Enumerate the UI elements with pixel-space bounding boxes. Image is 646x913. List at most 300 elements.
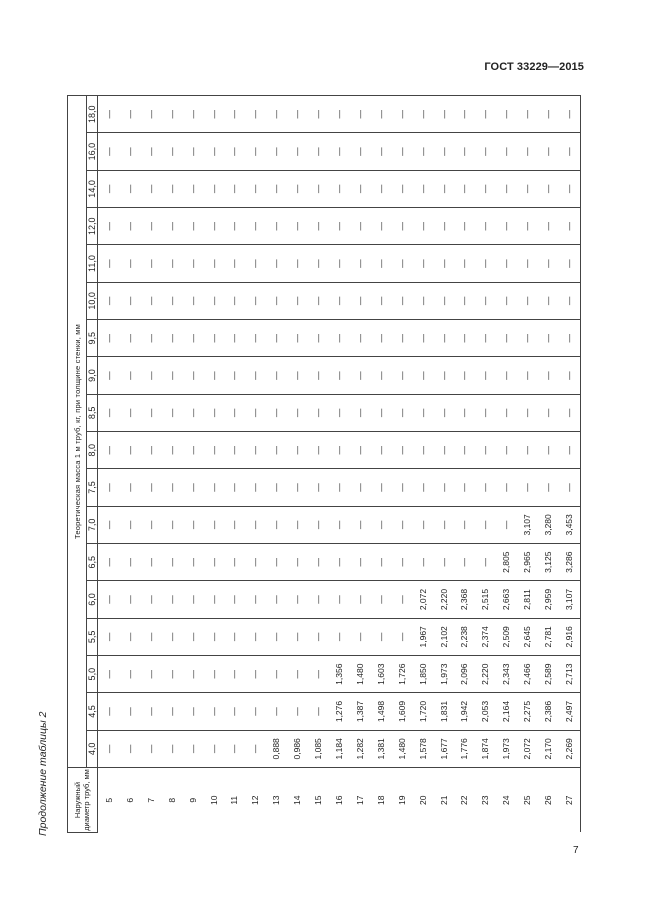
mass-value-cell: — — [475, 320, 496, 357]
wall-thickness-header: 9,5 — [87, 320, 98, 357]
mass-value-cell: — — [517, 320, 538, 357]
mass-value-cell: — — [119, 133, 140, 170]
table-row — [245, 96, 266, 833]
mass-value-cell: 1,609 — [391, 693, 412, 730]
mass-value-cell: — — [140, 730, 161, 767]
mass-value-cell: — — [182, 282, 203, 319]
mass-value-cell: — — [266, 581, 287, 618]
mass-value-cell: — — [349, 96, 370, 133]
mass-value-cell: — — [370, 133, 391, 170]
mass-value-cell: — — [349, 320, 370, 357]
mass-value-cell: — — [308, 208, 329, 245]
mass-value-cell: 1,387 — [349, 693, 370, 730]
mass-value-cell: — — [370, 581, 391, 618]
mass-value-cell: — — [287, 544, 308, 581]
mass-value-cell: — — [538, 432, 559, 469]
mass-value-cell: — — [433, 170, 454, 207]
outer-diameter-cell: 18 — [370, 768, 391, 833]
table-row — [370, 96, 391, 833]
mass-value-cell: — — [161, 693, 182, 730]
mass-value-cell: — — [329, 544, 350, 581]
mass-value-cell: — — [308, 506, 329, 543]
mass-value-cell: — — [266, 618, 287, 655]
mass-value-cell: — — [287, 282, 308, 319]
mass-value-cell: — — [454, 357, 475, 394]
outer-diameter-cell: 8 — [161, 768, 182, 833]
mass-value-cell: — — [245, 656, 266, 693]
mass-value-cell: — — [370, 432, 391, 469]
mass-value-cell: 2,220 — [433, 581, 454, 618]
mass-value-cell: — — [558, 133, 580, 170]
mass-value-cell: — — [454, 320, 475, 357]
mass-value-cell: — — [496, 394, 517, 431]
mass-value-cell: — — [496, 208, 517, 245]
mass-value-cell: — — [245, 730, 266, 767]
mass-value-cell: — — [558, 170, 580, 207]
mass-value-cell: — — [287, 469, 308, 506]
mass-value-cell: — — [287, 357, 308, 394]
mass-value-cell: — — [224, 170, 245, 207]
mass-value-cell: — — [224, 581, 245, 618]
mass-value-cell: 1,720 — [412, 693, 433, 730]
mass-value-cell: 1,282 — [349, 730, 370, 767]
mass-value-cell: — — [329, 581, 350, 618]
mass-value-cell: — — [349, 618, 370, 655]
mass-value-cell: 2,965 — [517, 544, 538, 581]
wall-thickness-header: 7,5 — [87, 469, 98, 506]
mass-value-cell: — — [161, 544, 182, 581]
mass-value-cell: — — [224, 96, 245, 133]
mass-value-cell: — — [349, 282, 370, 319]
outer-diameter-header: Наружный диаметр труб, мм — [68, 768, 98, 833]
mass-value-cell: — — [391, 357, 412, 394]
mass-value-cell: — — [329, 618, 350, 655]
mass-value-cell: — — [308, 469, 329, 506]
mass-value-cell: — — [308, 357, 329, 394]
table-row — [496, 96, 517, 833]
mass-value-cell: — — [433, 96, 454, 133]
mass-value-cell: — — [391, 320, 412, 357]
mass-value-cell: 1,498 — [370, 693, 391, 730]
mass-value-cell: — — [308, 618, 329, 655]
table-row — [391, 96, 412, 833]
mass-value-cell: — — [98, 544, 120, 581]
mass-value-cell: 2,497 — [558, 693, 580, 730]
mass-value-cell: — — [203, 730, 224, 767]
wall-thickness-header: 6,5 — [87, 544, 98, 581]
mass-value-cell: — — [119, 730, 140, 767]
mass-value-cell: 3,286 — [558, 544, 580, 581]
mass-value-cell: 1,480 — [391, 730, 412, 767]
mass-value-cell: — — [266, 656, 287, 693]
outer-diameter-cell: 26 — [538, 768, 559, 833]
mass-value-cell: — — [349, 432, 370, 469]
mass-value-cell: 3,107 — [517, 506, 538, 543]
mass-value-cell: — — [329, 133, 350, 170]
mass-value-cell: 2,164 — [496, 693, 517, 730]
mass-value-cell: — — [454, 96, 475, 133]
mass-value-cell: — — [203, 320, 224, 357]
table-row — [287, 96, 308, 833]
mass-value-cell: 2,374 — [475, 618, 496, 655]
mass-value-cell: — — [182, 357, 203, 394]
mass-value-cell: 2,781 — [538, 618, 559, 655]
mass-value-cell: — — [161, 170, 182, 207]
mass-value-cell: — — [517, 208, 538, 245]
mass-value-cell: — — [266, 170, 287, 207]
mass-value-cell: — — [182, 469, 203, 506]
mass-value-cell: — — [349, 208, 370, 245]
table-row — [140, 96, 161, 833]
mass-value-cell: — — [308, 693, 329, 730]
mass-value-cell: — — [329, 245, 350, 282]
mass-group-header: Теоретическая масса 1 м труб, кг, при толщине стенки, мм — [68, 96, 87, 768]
mass-value-cell: — — [517, 432, 538, 469]
mass-value-cell: — — [329, 282, 350, 319]
table-row — [161, 96, 182, 833]
mass-value-cell: — — [203, 581, 224, 618]
mass-value-cell: — — [496, 357, 517, 394]
mass-value-cell: — — [98, 469, 120, 506]
mass-value-cell: 3,107 — [558, 581, 580, 618]
mass-value-cell: — — [538, 357, 559, 394]
mass-value-cell: — — [161, 656, 182, 693]
mass-value-cell: — — [496, 506, 517, 543]
mass-value-cell: 1,480 — [349, 656, 370, 693]
mass-value-cell: — — [182, 394, 203, 431]
document-standard-number: ГОСТ 33229—2015 — [484, 61, 584, 73]
table-row — [266, 96, 287, 833]
mass-value-cell: — — [308, 133, 329, 170]
mass-value-cell: 1,942 — [454, 693, 475, 730]
mass-value-cell: — — [182, 693, 203, 730]
mass-value-cell: 2,275 — [517, 693, 538, 730]
mass-value-cell: — — [349, 544, 370, 581]
mass-value-cell: — — [391, 618, 412, 655]
wall-thickness-header: 5,0 — [87, 656, 98, 693]
mass-value-cell: — — [329, 506, 350, 543]
wall-thickness-header: 4,0 — [87, 730, 98, 767]
mass-value-cell: — — [287, 656, 308, 693]
mass-value-cell: 2,509 — [496, 618, 517, 655]
mass-value-cell: — — [517, 133, 538, 170]
mass-value-cell: — — [266, 506, 287, 543]
wall-thickness-header: 8,5 — [87, 394, 98, 431]
mass-value-cell: — — [308, 544, 329, 581]
mass-value-cell: — — [245, 469, 266, 506]
mass-value-cell: — — [245, 394, 266, 431]
mass-value-cell: 2,072 — [412, 581, 433, 618]
mass-value-cell: — — [329, 357, 350, 394]
mass-value-cell: — — [370, 618, 391, 655]
wall-thickness-header: 7,0 — [87, 506, 98, 543]
table-row — [538, 96, 559, 833]
mass-value-cell: 2,713 — [558, 656, 580, 693]
mass-value-cell: — — [203, 133, 224, 170]
mass-value-cell: — — [329, 432, 350, 469]
mass-value-cell: — — [391, 581, 412, 618]
mass-value-cell: — — [119, 693, 140, 730]
mass-value-cell: — — [245, 357, 266, 394]
mass-value-cell: — — [349, 394, 370, 431]
mass-value-cell: — — [517, 170, 538, 207]
mass-value-cell: — — [517, 394, 538, 431]
mass-value-cell: — — [412, 357, 433, 394]
wall-thickness-header: 16,0 — [87, 133, 98, 170]
table-row — [454, 96, 475, 833]
outer-diameter-cell: 24 — [496, 768, 517, 833]
mass-value-cell: — — [182, 133, 203, 170]
outer-diameter-cell: 20 — [412, 768, 433, 833]
mass-value-cell: — — [245, 282, 266, 319]
mass-value-cell: — — [98, 133, 120, 170]
mass-value-cell: — — [98, 618, 120, 655]
table-caption: Продолжение таблицы 2 — [37, 711, 49, 836]
mass-value-cell: — — [349, 506, 370, 543]
mass-value-cell: — — [245, 506, 266, 543]
mass-value-cell: — — [538, 245, 559, 282]
mass-value-cell: — — [496, 432, 517, 469]
mass-value-cell: — — [140, 320, 161, 357]
mass-value-cell: — — [98, 245, 120, 282]
mass-value-cell: — — [329, 170, 350, 207]
mass-value-cell: 1,356 — [329, 656, 350, 693]
mass-value-cell: — — [538, 282, 559, 319]
mass-value-cell: — — [182, 245, 203, 282]
mass-value-cell: 0,888 — [266, 730, 287, 767]
mass-value-cell: — — [224, 656, 245, 693]
mass-value-cell: 2,811 — [517, 581, 538, 618]
mass-value-cell: — — [182, 432, 203, 469]
mass-value-cell: 2,096 — [454, 656, 475, 693]
mass-value-cell: 2,589 — [538, 656, 559, 693]
mass-value-cell: — — [161, 245, 182, 282]
mass-value-cell: — — [558, 432, 580, 469]
mass-value-cell: — — [454, 133, 475, 170]
mass-value-cell: — — [308, 656, 329, 693]
mass-value-cell: 1,967 — [412, 618, 433, 655]
mass-value-cell: — — [140, 506, 161, 543]
mass-value-cell: — — [558, 208, 580, 245]
mass-value-cell: — — [98, 656, 120, 693]
mass-value-cell: — — [161, 320, 182, 357]
mass-value-cell: — — [370, 357, 391, 394]
mass-value-cell: — — [517, 96, 538, 133]
mass-value-cell: — — [140, 282, 161, 319]
mass-value-cell: — — [161, 469, 182, 506]
outer-diameter-cell: 11 — [224, 768, 245, 833]
mass-value-cell: — — [454, 282, 475, 319]
mass-value-cell: — — [433, 320, 454, 357]
mass-value-cell: — — [454, 506, 475, 543]
mass-value-cell: — — [98, 208, 120, 245]
table-row — [308, 96, 329, 833]
mass-value-cell: — — [496, 170, 517, 207]
outer-diameter-cell: 9 — [182, 768, 203, 833]
mass-value-cell: — — [245, 693, 266, 730]
mass-value-cell: — — [496, 282, 517, 319]
mass-value-cell: — — [454, 394, 475, 431]
mass-value-cell: — — [412, 432, 433, 469]
table-row — [224, 96, 245, 833]
mass-value-cell: — — [203, 170, 224, 207]
outer-diameter-cell: 13 — [266, 768, 287, 833]
mass-value-cell: — — [391, 96, 412, 133]
mass-value-cell: — — [98, 730, 120, 767]
mass-value-cell: — — [203, 208, 224, 245]
mass-value-cell: 3,280 — [538, 506, 559, 543]
mass-value-cell: — — [558, 96, 580, 133]
mass-value-cell: — — [412, 320, 433, 357]
mass-value-cell: — — [412, 282, 433, 319]
mass-value-cell: — — [287, 96, 308, 133]
mass-value-cell: 2,645 — [517, 618, 538, 655]
mass-value-cell: — — [140, 469, 161, 506]
mass-value-cell: — — [496, 133, 517, 170]
outer-diameter-cell: 7 — [140, 768, 161, 833]
mass-value-cell: — — [433, 282, 454, 319]
outer-diameter-cell: 14 — [287, 768, 308, 833]
outer-diameter-cell: 5 — [98, 768, 120, 833]
mass-value-cell: — — [538, 170, 559, 207]
outer-diameter-cell: 12 — [245, 768, 266, 833]
mass-value-cell: — — [308, 320, 329, 357]
mass-value-cell: — — [224, 320, 245, 357]
mass-value-cell: — — [475, 245, 496, 282]
mass-value-cell: — — [119, 506, 140, 543]
mass-value-cell: — — [182, 208, 203, 245]
mass-value-cell: — — [224, 506, 245, 543]
mass-value-cell: — — [370, 506, 391, 543]
mass-value-cell: — — [98, 320, 120, 357]
mass-value-cell: — — [245, 208, 266, 245]
mass-value-cell: — — [287, 506, 308, 543]
mass-value-cell: — — [98, 282, 120, 319]
mass-value-cell: — — [119, 245, 140, 282]
table-group-header-row — [68, 96, 87, 833]
mass-value-cell: — — [203, 693, 224, 730]
mass-value-cell: — — [391, 245, 412, 282]
mass-value-cell: — — [308, 96, 329, 133]
mass-value-cell: — — [224, 432, 245, 469]
mass-value-cell: — — [412, 245, 433, 282]
mass-value-cell: — — [412, 208, 433, 245]
table-row — [412, 96, 433, 833]
mass-value-cell: — — [475, 96, 496, 133]
mass-value-cell: — — [370, 245, 391, 282]
mass-value-cell: 1,276 — [329, 693, 350, 730]
mass-value-cell: 1,874 — [475, 730, 496, 767]
mass-value-cell: — — [161, 133, 182, 170]
wall-thickness-header: 12,0 — [87, 208, 98, 245]
mass-value-cell: — — [182, 618, 203, 655]
outer-diameter-cell: 10 — [203, 768, 224, 833]
mass-value-cell: — — [161, 581, 182, 618]
mass-value-cell: — — [140, 394, 161, 431]
mass-value-cell: — — [224, 693, 245, 730]
mass-value-cell: 2,515 — [475, 581, 496, 618]
mass-value-cell: — — [538, 320, 559, 357]
mass-value-cell: — — [287, 693, 308, 730]
mass-value-cell: — — [119, 432, 140, 469]
mass-value-cell: — — [370, 208, 391, 245]
mass-value-cell: — — [140, 432, 161, 469]
mass-value-cell: 1,726 — [391, 656, 412, 693]
table-row — [98, 96, 120, 833]
mass-value-cell: 0,986 — [287, 730, 308, 767]
mass-value-cell: — — [558, 394, 580, 431]
table-row — [329, 96, 350, 833]
mass-value-cell: — — [98, 357, 120, 394]
mass-value-cell: — — [287, 581, 308, 618]
mass-value-cell: — — [140, 693, 161, 730]
outer-diameter-cell: 27 — [558, 768, 580, 833]
mass-value-cell: — — [161, 506, 182, 543]
mass-value-cell: 2,343 — [496, 656, 517, 693]
mass-value-cell: — — [308, 581, 329, 618]
mass-value-cell: — — [329, 208, 350, 245]
mass-value-cell: — — [433, 133, 454, 170]
mass-value-cell: — — [558, 320, 580, 357]
mass-value-cell: — — [203, 245, 224, 282]
mass-value-cell: — — [391, 394, 412, 431]
mass-value-cell: — — [266, 693, 287, 730]
mass-value-cell: — — [224, 469, 245, 506]
mass-value-cell: — — [391, 170, 412, 207]
mass-value-cell: — — [433, 208, 454, 245]
mass-value-cell: — — [475, 170, 496, 207]
mass-value-cell: — — [412, 133, 433, 170]
mass-value-cell: — — [203, 96, 224, 133]
mass-value-cell: — — [391, 432, 412, 469]
mass-value-cell: 2,238 — [454, 618, 475, 655]
mass-value-cell: — — [224, 245, 245, 282]
mass-value-cell: — — [161, 618, 182, 655]
mass-value-cell: 2,805 — [496, 544, 517, 581]
mass-value-cell: — — [454, 170, 475, 207]
mass-value-cell: — — [391, 506, 412, 543]
mass-value-cell: — — [287, 170, 308, 207]
outer-diameter-cell: 6 — [119, 768, 140, 833]
mass-value-cell: — — [391, 282, 412, 319]
mass-value-cell: — — [119, 394, 140, 431]
mass-value-cell: — — [287, 208, 308, 245]
mass-value-cell: 1,973 — [496, 730, 517, 767]
mass-value-cell: — — [140, 581, 161, 618]
table-row — [517, 96, 538, 833]
mass-value-cell: — — [161, 282, 182, 319]
mass-value-cell: — — [370, 96, 391, 133]
mass-value-cell: — — [224, 394, 245, 431]
mass-value-cell: 2,368 — [454, 581, 475, 618]
mass-value-cell: — — [98, 581, 120, 618]
mass-value-cell: — — [287, 432, 308, 469]
mass-value-cell: — — [475, 506, 496, 543]
wall-thickness-header: 14,0 — [87, 170, 98, 207]
mass-value-cell: — — [433, 506, 454, 543]
mass-value-cell: 1,831 — [433, 693, 454, 730]
mass-value-cell: — — [119, 282, 140, 319]
mass-value-cell: — — [308, 170, 329, 207]
mass-value-cell: — — [245, 618, 266, 655]
mass-value-cell: — — [370, 170, 391, 207]
mass-value-cell: 2,220 — [475, 656, 496, 693]
mass-value-cell: 1,184 — [329, 730, 350, 767]
mass-value-cell: — — [412, 469, 433, 506]
mass-value-cell: — — [349, 245, 370, 282]
mass-value-cell: — — [140, 208, 161, 245]
mass-value-cell: — — [266, 245, 287, 282]
